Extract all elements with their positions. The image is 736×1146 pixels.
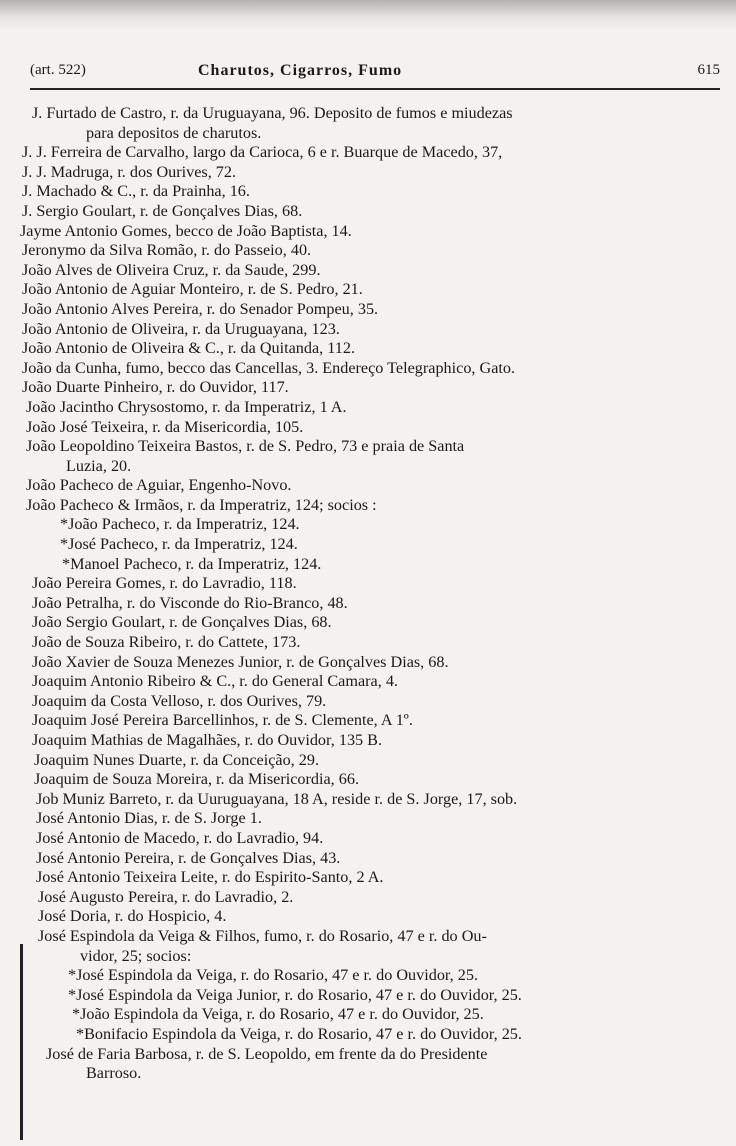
entry-text: *José Espindola da Veiga Junior, r. do Rosario, 47 e r. do Ouvidor, 25.	[68, 985, 522, 1004]
entry-text: *José Pacheco, r. da Imperatriz, 124.	[60, 535, 298, 554]
entry-text: J. Machado & C., r. da Prainha, 16.	[22, 182, 250, 201]
directory-entry	[0, 241, 736, 261]
entry-text: João Pereira Gomes, r. do Lavradio, 118.	[32, 574, 297, 593]
entry-text: José Antonio Pereira, r. de Gonçalves Dias, 43.	[36, 848, 341, 867]
directory-entry	[0, 261, 736, 281]
entry-text: José de Faria Barbosa, r. de S. Leopoldo, em frente da do Presidente	[46, 1044, 488, 1063]
directory-entry	[0, 633, 736, 653]
entry-text: João Antonio de Oliveira & C., r. da Quitanda, 112.	[22, 339, 355, 358]
entry-text: João Leopoldino Teixeira Bastos, r. de S. Pedro, 73 e praia de Santa	[26, 437, 465, 456]
entry-list	[0, 104, 736, 1084]
entry-text: João Antonio Alves Pereira, r. do Senador Pompeu, 35.	[22, 299, 379, 318]
entry-text: José Doria, r. do Hospicio, 4.	[38, 907, 227, 926]
entry-continuation: Luzia, 20.	[66, 456, 132, 475]
entry-text: Joaquim Antonio Ribeiro & C., r. do General Camara, 4.	[32, 672, 398, 691]
entry-text: J. Furtado de Castro, r. da Uruguayana, 96. Deposito de fumos e miudezas	[32, 104, 513, 122]
entry-text: *Bonifacio Espindola da Veiga, r. do Rosario, 47 e r. do Ouvidor, 25.	[76, 1024, 522, 1043]
directory-entry	[0, 986, 736, 1006]
entry-text: J. J. Madruga, r. dos Ourives, 72.	[22, 162, 237, 181]
entry-text: João Antonio de Aguiar Monteiro, r. de S. Pedro, 21.	[22, 280, 363, 299]
directory-entry	[0, 849, 736, 869]
directory-entry	[0, 613, 736, 633]
directory-entry	[0, 300, 736, 320]
entry-text: José Antonio de Macedo, r. do Lavradio, 94.	[36, 828, 324, 847]
entry-text: Joaquim de Souza Moreira, r. da Misericordia, 66.	[34, 770, 360, 789]
directory-entry	[0, 555, 736, 575]
entry-continuation: vidor, 25; socios:	[80, 946, 192, 965]
directory-entry	[0, 574, 736, 594]
directory-entry	[0, 535, 736, 555]
directory-entry	[0, 1005, 736, 1025]
entry-text: Job Muniz Barreto, r. da Uuruguayana, 18 A, reside r. de S. Jorge, 17, sob.	[36, 789, 518, 808]
entry-text: Joaquim Mathias de Magalhães, r. do Ouvidor, 135 B.	[32, 731, 383, 749]
entry-text: José Antonio Teixeira Leite, r. do Espirito-Santo, 2 A.	[36, 868, 384, 887]
entry-text: João Petralha, r. do Visconde do Rio-Branco, 48.	[32, 593, 348, 612]
entry-text: *João Pacheco, r. da Imperatriz, 124.	[60, 515, 300, 534]
directory-entry	[0, 339, 736, 359]
directory-entry	[0, 594, 736, 614]
entry-text: *Manoel Pacheco, r. da Imperatriz, 124.	[62, 554, 322, 573]
directory-entry	[0, 927, 736, 966]
entry-text: João Xavier de Souza Menezes Junior, r. de Gonçalves Dias, 68.	[32, 652, 449, 671]
entry-text: Jeronymo da Silva Romão, r. do Passeio, 40.	[22, 241, 312, 260]
entry-continuation: Barroso.	[86, 1064, 142, 1083]
directory-entry	[0, 1025, 736, 1045]
entry-text: João José Teixeira, r. da Misericordia, 105.	[26, 417, 304, 436]
directory-entry	[0, 731, 736, 751]
directory-entry	[0, 711, 736, 731]
directory-entry	[0, 653, 736, 673]
header-rule	[30, 88, 720, 90]
directory-entry	[0, 104, 736, 143]
entry-text: José Espindola da Veiga & Filhos, fumo, r. do Rosario, 47 e r. do Ou-	[38, 926, 487, 945]
directory-entry	[0, 476, 736, 496]
directory-entry	[0, 692, 736, 712]
directory-entry	[0, 966, 736, 986]
entry-text: José Antonio Dias, r. de S. Jorge 1.	[36, 809, 262, 828]
directory-entry	[0, 751, 736, 771]
directory-entry	[0, 202, 736, 222]
directory-entry	[0, 868, 736, 888]
directory-entry	[0, 398, 736, 418]
entry-text: João Pacheco de Aguiar, Engenho-Novo.	[26, 476, 292, 495]
page-number: 615	[697, 62, 720, 78]
directory-entry	[0, 770, 736, 790]
directory-entry	[0, 182, 736, 202]
directory-entry	[0, 790, 736, 810]
section-reference: (art. 522)	[30, 62, 86, 78]
directory-entry	[0, 359, 736, 379]
directory-entry	[0, 496, 736, 516]
directory-entry	[0, 280, 736, 300]
entry-text: Jayme Antonio Gomes, becco de João Baptista, 14.	[20, 221, 352, 240]
entry-text: J. Sergio Goulart, r. de Gonçalves Dias, 68.	[22, 201, 303, 220]
entry-text: Joaquim Nunes Duarte, r. da Conceição, 29.	[34, 750, 320, 769]
directory-entry	[0, 378, 736, 398]
directory-entry	[0, 907, 736, 927]
entry-text: João Duarte Pinheiro, r. do Ouvidor, 117.	[22, 378, 289, 397]
entry-text: João Jacintho Chrysostomo, r. da Imperatriz, 1 A.	[26, 397, 347, 416]
entry-text: J. J. Ferreira de Carvalho, largo da Carioca, 6 e r. Buarque de Macedo, 37,	[22, 143, 503, 162]
scan-top-edge	[0, 0, 736, 30]
entry-text: João Pacheco & Irmãos, r. da Imperatriz, 124; socios :	[26, 495, 377, 514]
entry-text: João Antonio de Oliveira, r. da Uruguayana, 123.	[22, 319, 340, 338]
directory-entry	[0, 809, 736, 829]
directory-entry	[0, 672, 736, 692]
entry-continuation: para depositos de charutos.	[86, 123, 262, 142]
directory-entry	[0, 418, 736, 438]
entry-text: Joaquim José Pereira Barcellinhos, r. de S. Clemente, A 1º.	[32, 711, 413, 730]
entry-text: José Augusto Pereira, r. do Lavradio, 2.	[38, 887, 294, 906]
entry-text: João de Souza Ribeiro, r. do Cattete, 173.	[32, 633, 301, 652]
directory-entry	[0, 829, 736, 849]
entry-text: João Alves de Oliveira Cruz, r. da Saude, 299.	[22, 260, 321, 279]
directory-entry	[0, 1045, 736, 1084]
directory-entry	[0, 143, 736, 163]
directory-entry	[0, 888, 736, 908]
directory-entry	[0, 515, 736, 535]
entry-text: João da Cunha, fumo, becco das Cancellas, 3. Endereço Telegraphico, Gato.	[22, 358, 516, 377]
entry-text: *João Espindola da Veiga, r. do Rosario, 47 e r. do Ouvidor, 25.	[72, 1005, 484, 1024]
directory-entry	[0, 163, 736, 183]
page-title: Charutos, Cigarros, Fumo	[198, 62, 403, 79]
directory-entry	[0, 437, 736, 476]
entry-text: Joaquim da Costa Velloso, r. dos Ourives, 79.	[32, 691, 327, 710]
directory-entry	[0, 222, 736, 242]
entry-text: João Sergio Goulart, r. de Gonçalves Dias, 68.	[32, 613, 332, 632]
entry-text: *José Espindola da Veiga, r. do Rosario, 47 e r. do Ouvidor, 25.	[68, 966, 478, 985]
page-header	[30, 62, 720, 88]
directory-entry	[0, 320, 736, 340]
